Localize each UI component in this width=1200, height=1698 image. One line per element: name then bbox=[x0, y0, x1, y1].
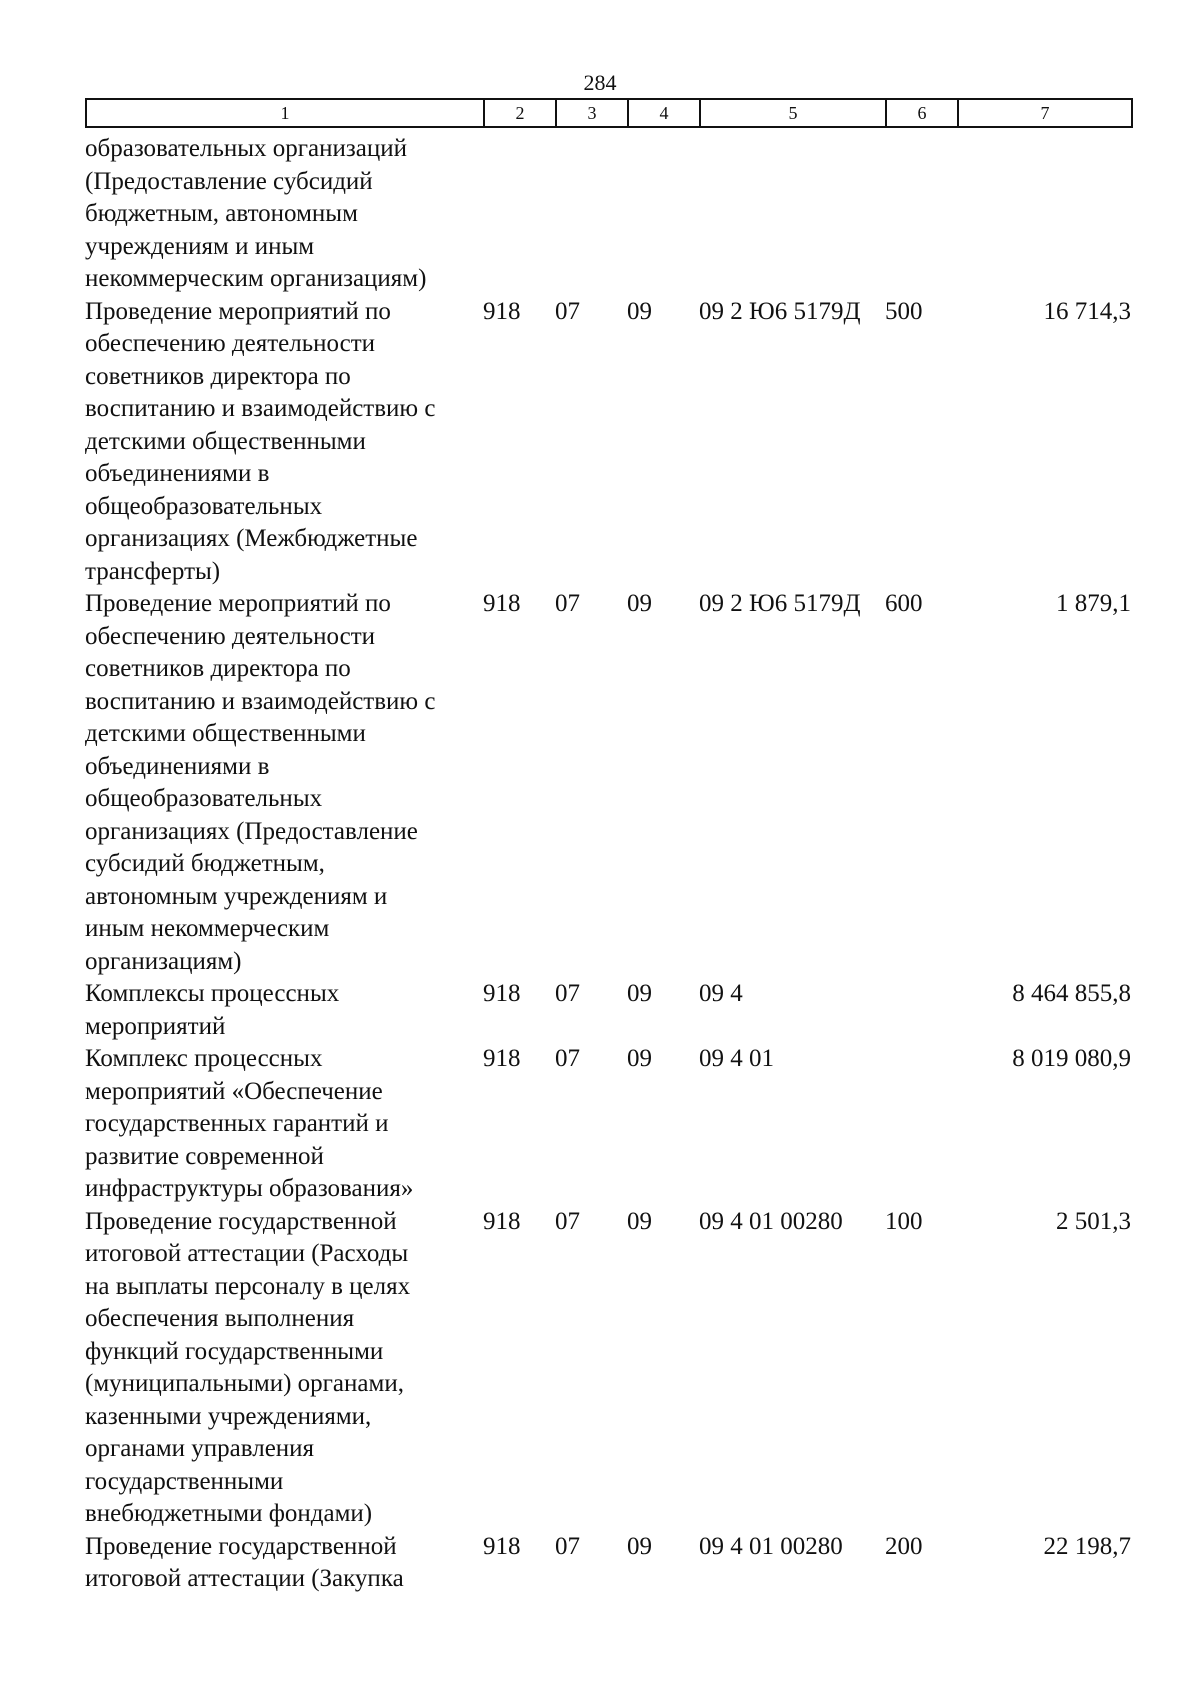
section-code-cell: 07 bbox=[555, 297, 580, 325]
target-article-cell: 09 4 01 bbox=[699, 1045, 774, 1072]
ministry-code-cell: 918 bbox=[483, 980, 521, 1007]
expense-type-cell: 500 bbox=[885, 297, 923, 325]
column-number-7: 7 bbox=[958, 99, 1132, 127]
subsection-code-cell: 09 bbox=[627, 1532, 652, 1560]
subsection-code-cell bbox=[627, 133, 699, 296]
expense-type-cell: 100 bbox=[885, 1207, 923, 1235]
subsection-code-cell: 09 bbox=[627, 1207, 652, 1235]
target-article-cell: 09 2 Ю6 5179Д bbox=[699, 297, 861, 325]
amount-cell: 8 019 080,9 bbox=[1012, 1045, 1131, 1072]
section-code-cell: 07 bbox=[555, 980, 580, 1007]
ministry-code-cell: 918 bbox=[483, 1045, 521, 1072]
expense-name-cell: Комплексы процессных мероприятий bbox=[85, 980, 340, 1040]
column-number-header bbox=[85, 98, 1133, 128]
table-row bbox=[85, 1043, 1131, 1206]
amount-cell: 2 501,3 bbox=[1056, 1207, 1131, 1235]
subsection-code-cell: 09 bbox=[627, 980, 652, 1007]
section-code-cell: 07 bbox=[555, 1045, 580, 1072]
ministry-code-cell: 918 bbox=[483, 1532, 521, 1560]
expense-name-cell: Проведение государственной итоговой аттестации (Расходы на выплаты персоналу в целях обеспечения выполнения функций государственными (муниципальными) органами, казенными учреждениями, органами управления государственными внебюджетными фондами) bbox=[85, 1207, 411, 1527]
column-number-4: 4 bbox=[628, 99, 700, 127]
column-number-1: 1 bbox=[86, 99, 484, 127]
amount-cell: 8 464 855,8 bbox=[1012, 980, 1131, 1007]
section-code-cell: 07 bbox=[555, 1532, 580, 1560]
table-row bbox=[85, 1531, 1131, 1596]
expense-type-cell bbox=[885, 978, 957, 1043]
ministry-code-cell: 918 bbox=[483, 297, 521, 325]
amount-cell: 22 198,7 bbox=[1043, 1532, 1131, 1560]
amount-cell bbox=[957, 133, 1131, 296]
ministry-code-cell bbox=[483, 133, 555, 296]
column-number-2: 2 bbox=[484, 99, 556, 127]
amount-cell: 1 879,1 bbox=[1056, 590, 1131, 617]
target-article-cell bbox=[699, 133, 885, 296]
table-row bbox=[85, 296, 1131, 589]
ministry-code-cell: 918 bbox=[483, 590, 521, 617]
column-number-3: 3 bbox=[556, 99, 628, 127]
expense-name-cell: Проведение мероприятий по обеспечению деятельности советников директора по воспитанию и взаимодействию с детскими общественными объединениями в общеобразовательных организациях (Предоставление субсидий бюджетным, автономным учреждениям и иным некоммерческим организациям) bbox=[85, 590, 436, 975]
section-code-cell: 07 bbox=[555, 590, 580, 617]
table-row bbox=[85, 1206, 1131, 1531]
ministry-code-cell: 918 bbox=[483, 1207, 521, 1235]
target-article-cell: 09 4 01 00280 bbox=[699, 1532, 843, 1560]
target-article-cell: 09 4 bbox=[699, 980, 743, 1007]
page-number: 284 bbox=[583, 70, 617, 95]
target-article-cell: 09 2 Ю6 5179Д bbox=[699, 590, 861, 617]
budget-table bbox=[85, 133, 1131, 1596]
column-number-6: 6 bbox=[886, 99, 958, 127]
expense-name-cell: Комплекс процессных мероприятий «Обеспечение государственных гарантий и развитие современной инфраструктуры образования» bbox=[85, 1045, 414, 1202]
table-row bbox=[85, 588, 1131, 978]
table-row bbox=[85, 133, 1131, 296]
expense-type-cell: 200 bbox=[885, 1532, 923, 1560]
subsection-code-cell: 09 bbox=[627, 590, 652, 617]
expense-type-cell bbox=[885, 133, 957, 296]
expense-name-cell: Проведение государственной итоговой аттестации (Закупка bbox=[85, 1532, 404, 1592]
amount-cell: 16 714,3 bbox=[1043, 297, 1131, 325]
expense-name-cell: образовательных организаций (Предоставление субсидий бюджетным, автономным учреждениям и иным некоммерческим организациям) bbox=[85, 135, 427, 292]
section-code-cell bbox=[555, 133, 627, 296]
budget-table-body bbox=[85, 133, 1131, 1596]
table-row bbox=[85, 978, 1131, 1043]
expense-type-cell: 600 bbox=[885, 590, 923, 617]
target-article-cell: 09 4 01 00280 bbox=[699, 1207, 843, 1235]
column-number-5: 5 bbox=[700, 99, 886, 127]
section-code-cell: 07 bbox=[555, 1207, 580, 1235]
subsection-code-cell: 09 bbox=[627, 1045, 652, 1072]
expense-type-cell bbox=[885, 1043, 957, 1206]
subsection-code-cell: 09 bbox=[627, 297, 652, 325]
expense-name-cell: Проведение мероприятий по обеспечению деятельности советников директора по воспитанию и взаимодействию с детскими общественными объединениями в общеобразовательных организациях (Межбюджетные трансферты) bbox=[85, 297, 436, 585]
